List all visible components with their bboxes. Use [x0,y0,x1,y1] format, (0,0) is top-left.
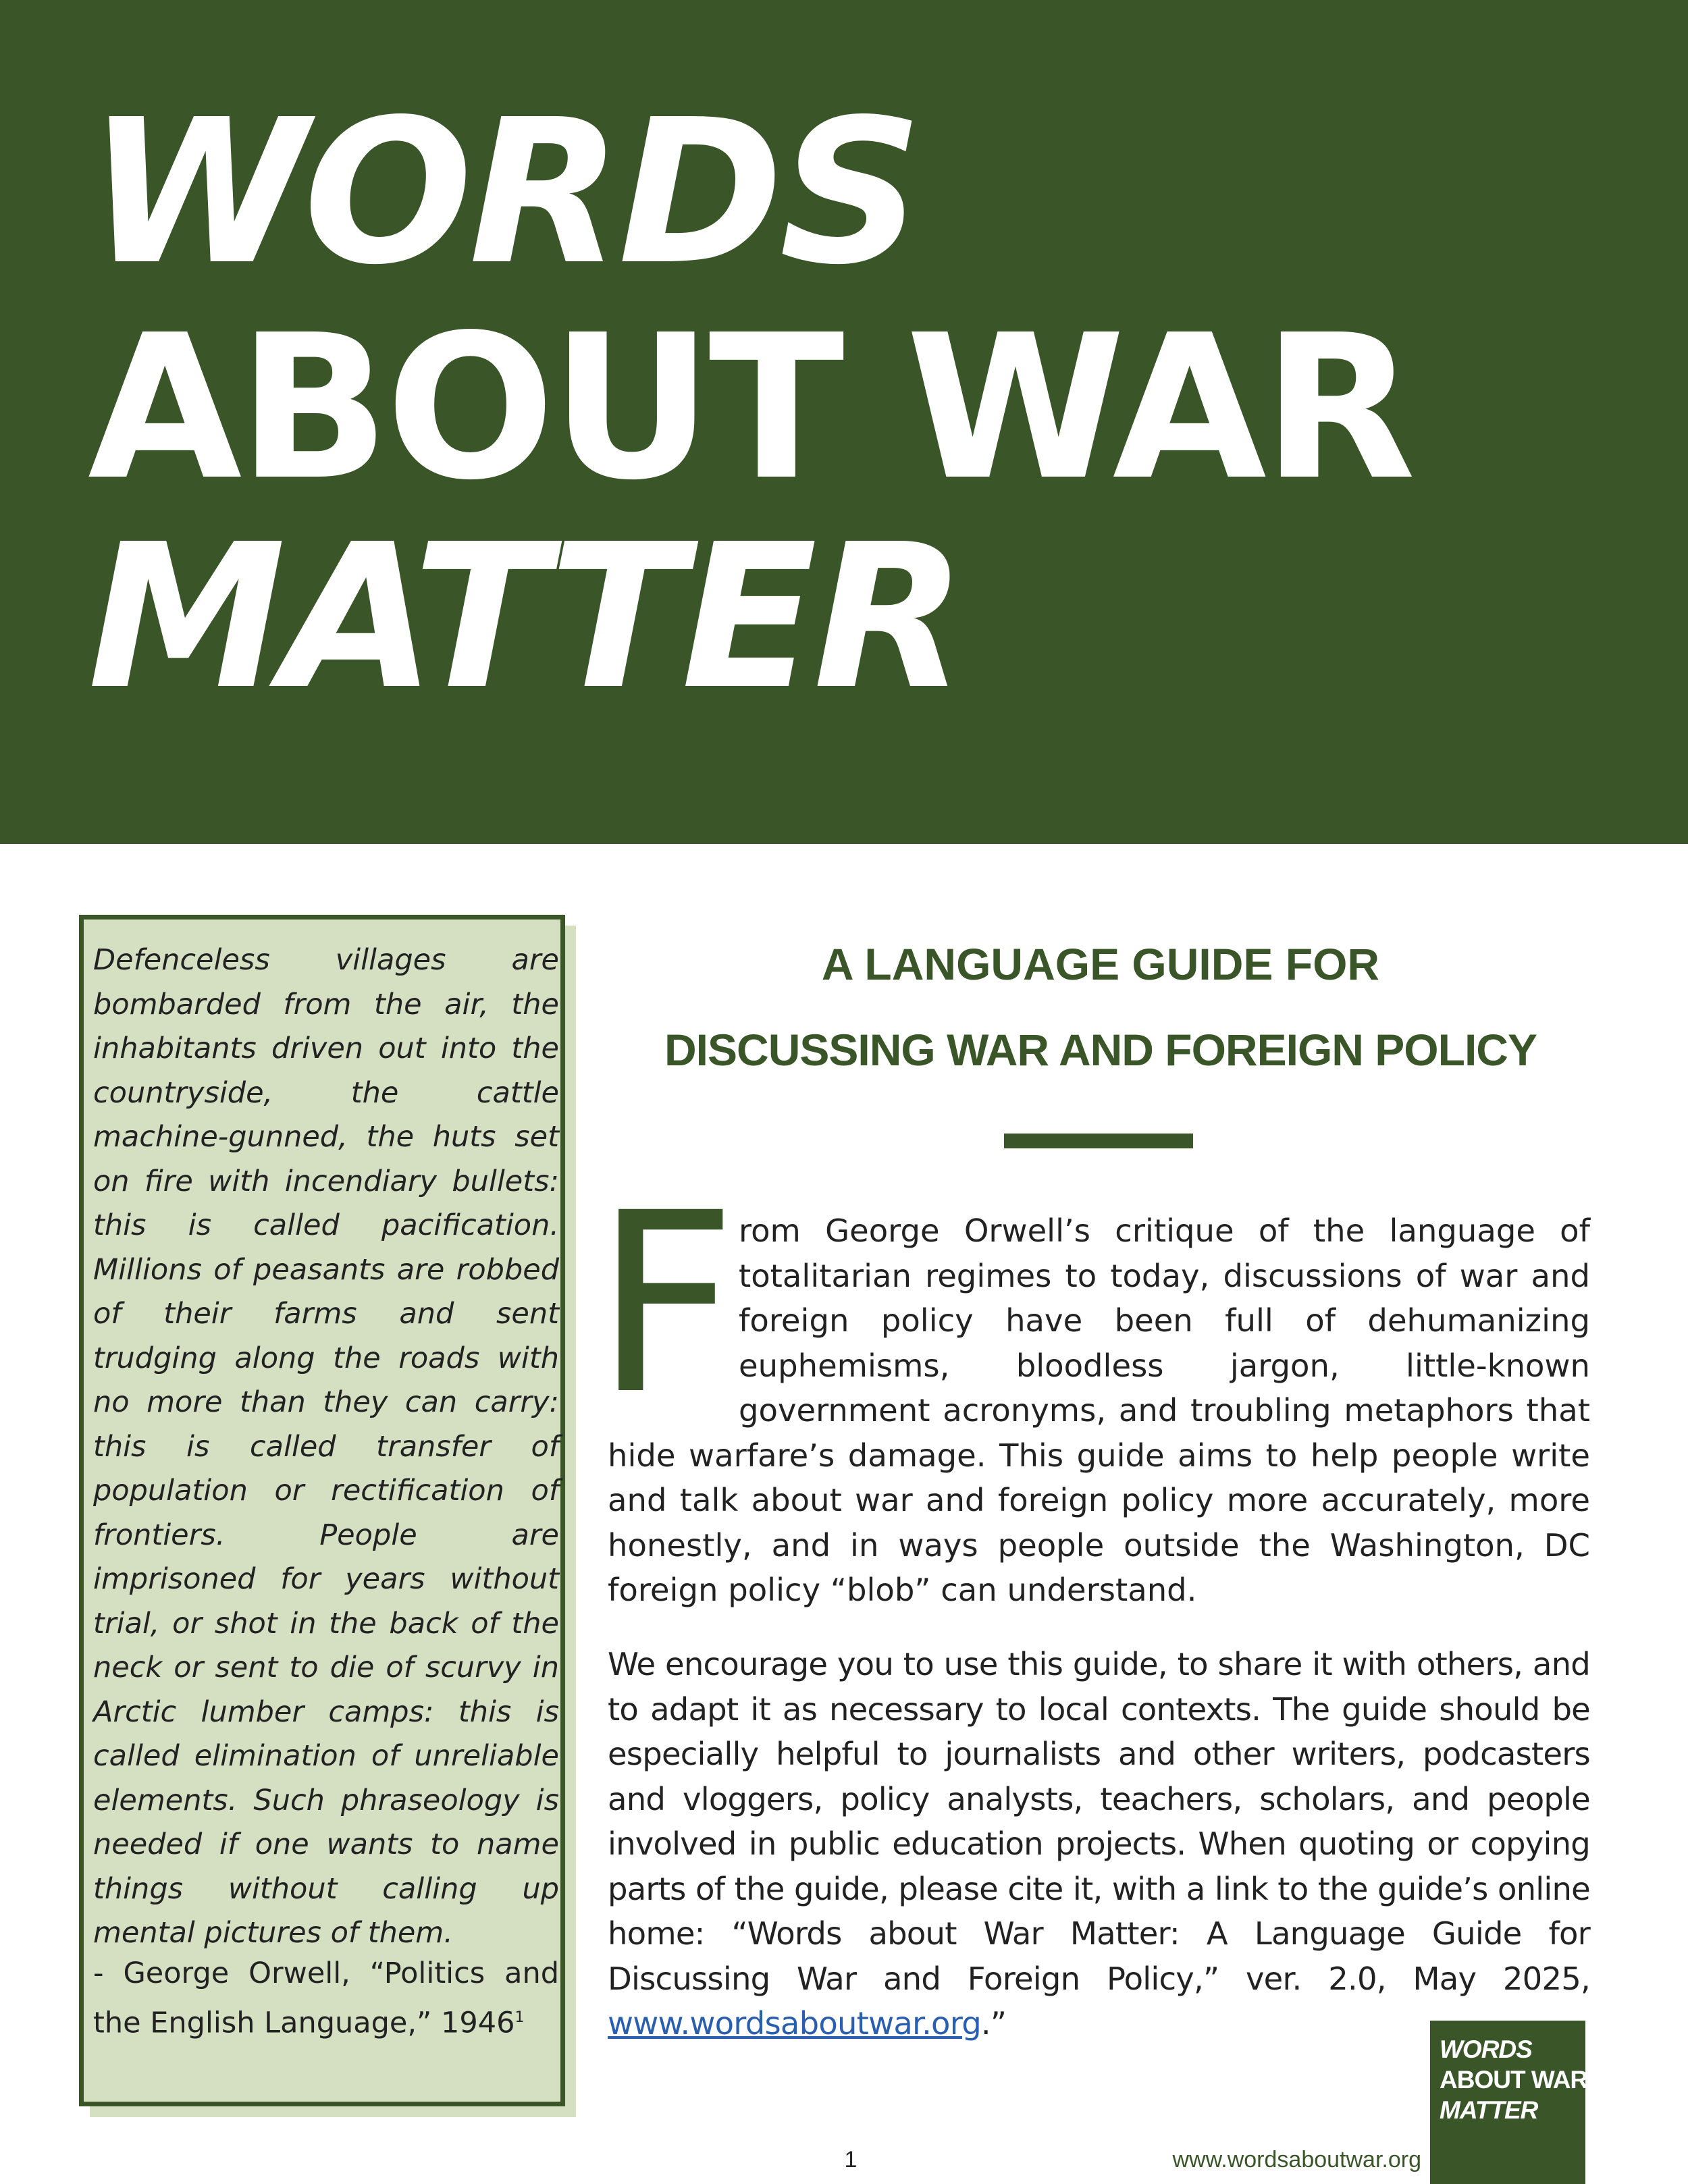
footnote-marker: 1 [515,2009,525,2026]
drop-cap-spacer [608,1208,739,1418]
attribution-text: - George Orwell, “Politics and the English Language,” 1946 [93,1956,559,2040]
guide-subtitle-line-2: DISCUSSING WAR AND FOREIGN POLICY [664,1025,1537,1075]
footer-logo-line-2: ABOUT WAR [1440,2066,1588,2094]
title-line-3: MATTER [88,501,963,733]
footer-logo-line-3: MATTER [1440,2096,1538,2124]
usage-paragraph-end: .” [980,2005,1007,2042]
intro-paragraph [608,1208,1590,1613]
guide-subtitle-line-1: A LANGUAGE GUIDE FOR [821,939,1380,989]
drop-cap: F [594,1159,737,1449]
usage-paragraph [608,1642,1590,2046]
footer-logo-line-1: WORDS [1440,2035,1532,2063]
website-link[interactable]: www.wordsaboutwar.org [608,2005,981,2042]
title-banner [0,0,1688,844]
quote-attribution [93,1951,559,2045]
title-line-1: WORDS [88,76,919,309]
footer-url: www.wordsaboutwar.org [1172,2147,1421,2173]
divider-rule [1004,1134,1193,1148]
title-line-2: ABOUT WAR [88,292,1413,524]
usage-paragraph-text: We encourage you to use this guide, to share it with others, and to adapt it as necessary to local contexts. The guide should be especially helpful to journalists and other writers, podcasters and vloggers, policy analysts, teachers, scholars, and people involved in public education projects. When quoting or copying parts of the guide, please cite it, with a link to the guide’s online home: “Words about War Matter: A Language Guide for Discussing War and Foreign Policy,” ver. 2.0, May 2025, [608,1646,1590,1997]
footer-logo [1430,2021,1588,2184]
intro-paragraph-text: rom George Orwell’s critique of the language of totalitarian regimes to today, discussions of war and foreign policy have been full of dehumanizing euphemisms, bloodless jargon, little-known government acronyms, and troubling metaphors that hide warfare’s damage. This guide aims to help people write and talk about war and foreign policy more accurately, more honestly, and in ways people outside the Washington, DC foreign policy “blob” can understand. [608,1213,1590,1608]
page-number: 1 [844,2147,858,2173]
orwell-quote-text: Defenceless villages are bombarded from the air, the inhabitants driven out into the countryside, the cattle machine-gunned, the huts set on fire with incendiary bullets: this is called pacification. Millions of peasants are robbed of their farms and sent trudging along the roads with no more than they can carry: this is called transfer of population or rectification of frontiers. People are imprisoned for years without trial, or shot in the back of the neck or sent to die of scurvy in Arctic lumber camps: this is called elimination of unreliable elements. Such phraseology is needed if one wants to name things without calling up mental pictures of them. [93,943,559,1950]
